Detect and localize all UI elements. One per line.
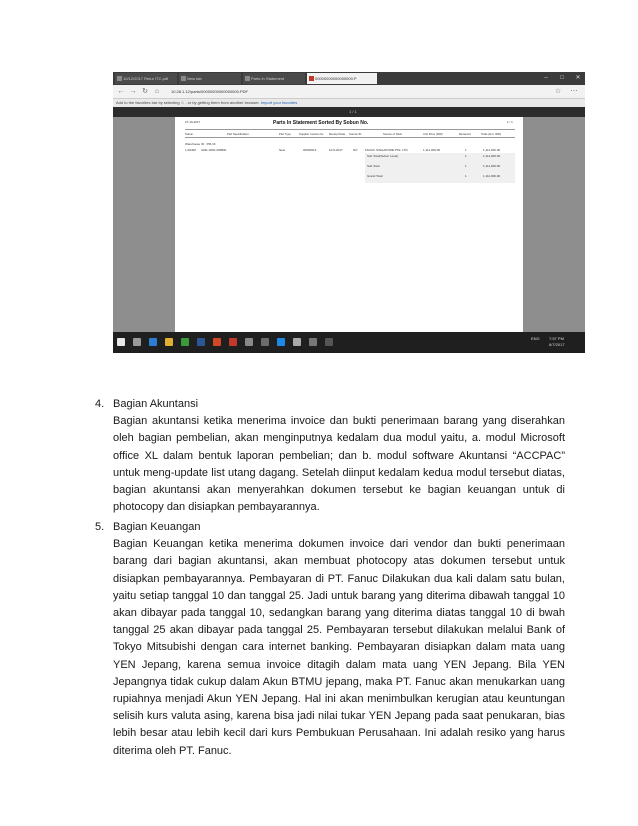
row-source: NO bbox=[353, 148, 358, 152]
col-header: Supplier Invoice No bbox=[299, 132, 324, 136]
subtotal-qty: 1 bbox=[465, 164, 467, 168]
windows-taskbar bbox=[113, 332, 585, 353]
row-total: 1,111,000.00 bbox=[483, 148, 501, 152]
home-icon[interactable]: ⌂ bbox=[154, 88, 160, 95]
subtotal-label: Sub Total bbox=[367, 164, 380, 168]
embedded-screenshot bbox=[113, 72, 585, 353]
page-icon bbox=[245, 76, 250, 81]
subtotal-label: Sub Total(Sobun Level) bbox=[367, 154, 399, 158]
col-header: Total (Amt. IDR) bbox=[481, 132, 501, 136]
divider bbox=[185, 129, 515, 130]
favorites-bar bbox=[113, 99, 585, 107]
grandtotal-label: Grand Total bbox=[367, 174, 383, 178]
row-spec: A02L-0001-0086#L bbox=[201, 148, 227, 152]
taskbar-date[interactable]: 6/7/2017 bbox=[549, 342, 565, 347]
divider bbox=[185, 137, 515, 138]
report-title: Parts In Statement Sorted By Sobun No. bbox=[273, 120, 369, 126]
section-keuangan bbox=[95, 519, 565, 757]
row-invoice: 00000013 bbox=[303, 148, 317, 152]
refresh-icon[interactable]: ↻ bbox=[142, 88, 148, 95]
address-bar[interactable]: 10.28.1.12/parts/00000000000000000.PDF bbox=[171, 89, 248, 94]
word-icon[interactable] bbox=[197, 338, 205, 346]
col-header: Unit Price (IDR) bbox=[423, 132, 443, 136]
col-header: Sobun bbox=[185, 132, 194, 136]
report-date: 27-10-2017 bbox=[185, 120, 201, 124]
taskbar-time[interactable]: 7:57 PM bbox=[549, 336, 564, 341]
app-icon[interactable] bbox=[261, 338, 269, 346]
section-number: 5. bbox=[95, 521, 105, 533]
pdf-icon bbox=[309, 76, 314, 81]
page-icon bbox=[181, 76, 186, 81]
taskbar-language[interactable]: ENG bbox=[531, 336, 540, 341]
col-header: Source of Pack bbox=[383, 132, 402, 136]
app-icon[interactable] bbox=[309, 338, 317, 346]
warehouse-label: Warehouse ID : PM-16 bbox=[185, 142, 216, 146]
row-pack: FANUC SINGAPORE PTE. LTD. bbox=[365, 148, 409, 152]
minimize-icon[interactable]: – bbox=[544, 75, 548, 81]
subtotal-qty: 1 bbox=[465, 154, 467, 158]
app-icon[interactable] bbox=[277, 338, 285, 346]
row-type: New bbox=[279, 148, 286, 152]
more-icon[interactable]: ⋯ bbox=[570, 88, 578, 95]
app-icon[interactable] bbox=[293, 338, 301, 346]
browser-tab[interactable]: 10/12/2017 Retur ITC.pdf bbox=[115, 73, 177, 84]
col-header: Part Type bbox=[279, 132, 291, 136]
col-header: Part Specification bbox=[227, 132, 249, 136]
section-heading: Bagian Akuntansi bbox=[113, 398, 199, 410]
section-heading: Bagian Keuangan bbox=[113, 521, 201, 533]
maximize-icon[interactable]: □ bbox=[560, 75, 564, 81]
pdf-icon bbox=[117, 76, 122, 81]
browser-tab[interactable]: New tab bbox=[179, 73, 241, 84]
favorites-icon[interactable]: ☆ bbox=[554, 88, 562, 95]
row-sobun: L-09400 bbox=[185, 148, 197, 152]
pdf-toolbar bbox=[113, 107, 585, 117]
edge-icon[interactable] bbox=[149, 338, 157, 346]
grandtotal-amount: 1,111,000.00 bbox=[483, 174, 501, 178]
start-icon[interactable] bbox=[117, 338, 125, 346]
search-icon[interactable] bbox=[133, 338, 141, 346]
grandtotal-qty: 1 bbox=[465, 174, 467, 178]
page-indicator: 1 / 1 bbox=[349, 109, 357, 114]
app-icon[interactable] bbox=[325, 338, 333, 346]
back-icon[interactable]: ← bbox=[117, 88, 125, 95]
subtotal-amount: 1,111,000.00 bbox=[483, 164, 501, 168]
section-body: Bagian Keuangan ketika menerima dokumen invoice dari vendor dan bukti penerimaan barang dari bagian akuntansi, akan membuat photocopy atas dokumen tersebut untuk disiapkan pembayarannya. Pembayaran di PT. Fanuc Dilakukan dua kali dalam satu bulan, yaitu setiap tanggal 10 dan tanggal 25. Jadi untuk barang yang diterima dibawah tanggal 10 akan dibayar pada tanggal 10, sedangkan barang yang diterima diatas tanggal 10 di bwah tanggal 25 akan dibayar pada tanggal 25. Pembayaran tersebut dilakukan melalui Bank of Tokyo Mitsubishi dengan cara internet banking. Pembayaran disiapkan dalam mata uang YEN Jepang, karena semua invoice ditagih dalam mata uang YEN Jepang. Bila YEN Jepangnya tidak cukup dalam Akun BTMU jepang, maka PT. Fanuc akan menukarkan uang rupiahnya menjadi Akun YEN Jepang. Hal ini akan menimbulkan kerugian atau keuntungan selisih kurs valuta asing, karena bisa jadi nilai tukar YEN Jepang pada saat penukaran, bias lebih besar atau lebih kecil dari kurs Pembukuan Perusahaan. Ini adalah resiko yang harus diterima oleh PT. Fanuc. bbox=[113, 538, 565, 757]
subtotal-amount: 1,111,000.00 bbox=[483, 154, 501, 158]
folder-icon[interactable] bbox=[165, 338, 173, 346]
section-number: 4. bbox=[95, 398, 105, 410]
pdf-app-icon[interactable] bbox=[229, 338, 237, 346]
browser-tab[interactable]: Parts In Statement bbox=[243, 73, 305, 84]
star-icon: ☆ bbox=[180, 100, 185, 105]
col-header: Source ID bbox=[349, 132, 362, 136]
row-date: 10-5-2017 bbox=[329, 148, 343, 152]
forward-icon[interactable]: → bbox=[129, 88, 137, 95]
browser-tab-bar bbox=[113, 72, 585, 85]
favorites-message-mid: , or by getting them from another browser. bbox=[185, 100, 260, 105]
report-page: 1 / 1 bbox=[507, 120, 513, 124]
browser-tab-active[interactable]: 00000000000000000.P bbox=[307, 73, 377, 84]
browser-nav-bar bbox=[113, 85, 585, 99]
col-header: Receipt Date bbox=[329, 132, 346, 136]
section-body: Bagian akuntansi ketika menerima invoice dan bukti penerimaan barang yang diserahkan oleh bagian pembelian, akan menginputnya kedalam dua modul yaitu, a. modul Microsoft office XL dalam bentuk laporan pembelian; dan b. modul software Akuntansi “ACCPAC” untuk meng-update list utang dagang. Setelah diinput kedalam kedua modul tersebut diatas, bagian akuntansi akan menyerahkan dokumen tersebut ke bagian keuangan untuk di photocopy dan disiapkan pembayarannya. bbox=[113, 415, 565, 514]
row-received: 1 bbox=[465, 148, 467, 152]
row-price: 1,111,000.00 bbox=[423, 148, 441, 152]
close-icon[interactable]: ✕ bbox=[575, 75, 581, 81]
powerpoint-icon[interactable] bbox=[213, 338, 221, 346]
excel-icon[interactable] bbox=[181, 338, 189, 346]
section-akuntansi bbox=[95, 396, 565, 516]
pdf-page bbox=[175, 117, 523, 332]
app-icon[interactable] bbox=[245, 338, 253, 346]
col-header: Received bbox=[459, 132, 471, 136]
pdf-viewer bbox=[113, 117, 585, 332]
favorites-message: Add to the favorites bar by selecting bbox=[116, 100, 180, 105]
import-favorites-link[interactable]: Import your favorites bbox=[260, 100, 298, 105]
